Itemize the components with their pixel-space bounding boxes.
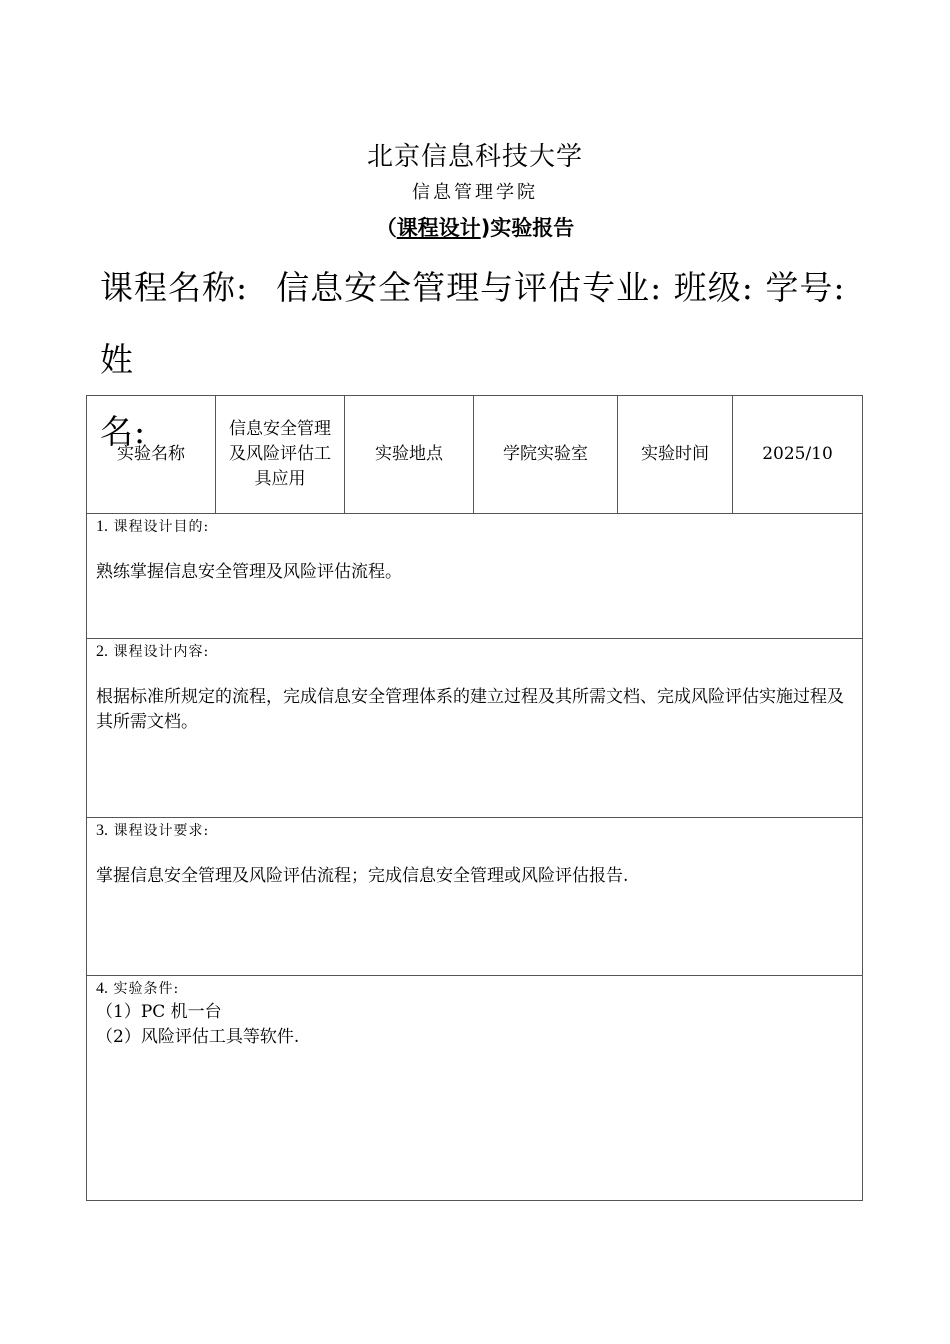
title-open-paren: （ — [375, 216, 397, 240]
section-body: 掌握信息安全管理及风险评估流程；完成信息安全管理或风险评估报告. — [96, 866, 629, 886]
section-body: 熟练掌握信息安全管理及风险评估流程。 — [96, 562, 402, 582]
section-content — [87, 639, 863, 818]
name-label-part2: 名: — [100, 412, 147, 451]
section-purpose — [87, 514, 863, 639]
time-label: 实验时间 — [618, 396, 733, 514]
course-name-value: 信息安全管理与评估 — [276, 268, 583, 307]
condition-item: （1）PC 机一台 — [96, 1002, 222, 1022]
college-name: 信息管理学院 — [412, 182, 538, 203]
name-label-part1: 姓 — [100, 340, 134, 379]
course-name-label: 课程名称: — [100, 268, 249, 307]
experiment-table — [86, 395, 863, 1201]
major-label: 专业: — [582, 268, 663, 307]
report-title — [0, 212, 950, 242]
title-course-design: 课程设计 — [396, 216, 481, 240]
student-id-label: 学号: — [765, 268, 846, 307]
exp-name-value: 信息安全管理及风险评估工具应用 — [216, 396, 345, 514]
university-name: 北京信息科技大学 — [366, 142, 583, 172]
class-label: 班级: — [673, 268, 754, 307]
section-body: 根据标准所规定的流程，完成信息安全管理体系的建立过程及其所需文档、完成风险评估实施过程及其所需文档。 — [96, 687, 844, 732]
exp-name-label: 实验名称 — [87, 396, 216, 514]
title-experiment-report: )实验报告 — [480, 216, 575, 240]
section-heading: 2. 课程设计内容: — [96, 643, 210, 660]
section-heading: 3. 课程设计要求: — [96, 822, 210, 839]
condition-item: （2）风险评估工具等软件. — [96, 1027, 300, 1047]
time-value: 2025/10 — [733, 396, 863, 514]
location-label: 实验地点 — [345, 396, 474, 514]
experiment-info-row — [87, 396, 863, 514]
section-requirements — [87, 818, 863, 976]
section-heading: 1. 课程设计目的: — [96, 518, 210, 535]
section-conditions — [87, 976, 863, 1201]
location-value: 学院实验室 — [474, 396, 618, 514]
section-heading: 4. 实验条件: — [96, 980, 180, 997]
